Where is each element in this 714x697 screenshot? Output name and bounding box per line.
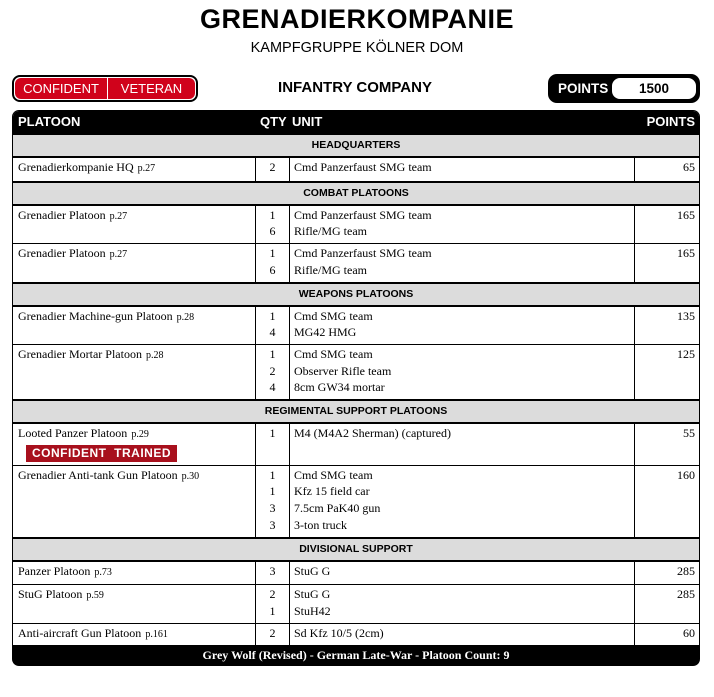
platoon-name: Panzer Platoon xyxy=(18,563,91,578)
points-cell: 165 xyxy=(677,246,695,261)
platoon-name: Grenadierkompanie HQ xyxy=(18,160,134,174)
unit-name: StuG G xyxy=(294,587,331,602)
list-title: GRENADIERKOMPANIE xyxy=(199,4,515,34)
page-reference: p.59 xyxy=(86,590,104,602)
column-header-qty: QTY xyxy=(260,114,287,129)
motivation-rating: CONFIDENT xyxy=(15,78,108,99)
unit-cell xyxy=(290,307,635,344)
platoon-cell xyxy=(13,244,256,281)
unit-name: StuG G xyxy=(294,563,331,578)
page-reference: p.27 xyxy=(109,210,128,222)
unit-cell xyxy=(290,562,635,585)
page-reference: p.28 xyxy=(176,311,195,323)
points-label: POINTS xyxy=(558,81,609,96)
qty-cell xyxy=(256,206,290,243)
qty-value: 2 xyxy=(269,363,276,378)
unit-name: 3-ton truck xyxy=(294,517,347,532)
qty-value: 6 xyxy=(269,224,276,239)
unit-name: Observer Rifle team xyxy=(294,363,392,378)
points-cell: 55 xyxy=(683,426,695,441)
page-reference: p.73 xyxy=(94,566,112,578)
qty-cell xyxy=(256,307,290,344)
list-footer: Grey Wolf (Revised) - German Late-War - Platoon Count: 9 xyxy=(12,645,700,666)
platoon-name: Grenadier Platoon xyxy=(18,246,106,261)
unit-cell xyxy=(290,585,635,622)
table-row xyxy=(13,206,699,243)
unit-name: Cmd Panzerfaust SMG team xyxy=(294,207,432,222)
table-row xyxy=(13,307,699,344)
qty-value: 2 xyxy=(269,160,276,174)
points-cell: 165 xyxy=(677,207,695,222)
points-cell: 60 xyxy=(683,625,695,640)
column-header-unit: UNIT xyxy=(292,114,323,129)
table-row xyxy=(13,465,699,537)
points-cell: 160 xyxy=(677,467,695,482)
column-header-platoon: PLATOON xyxy=(18,114,81,129)
points-cell: 285 xyxy=(677,587,695,602)
table-row xyxy=(13,584,699,622)
section-header: REGIMENTAL SUPPORT PLATOONS xyxy=(13,399,699,424)
qty-value: 1 xyxy=(269,467,276,482)
unit-name: M4 (M4A2 Sherman) (captured) xyxy=(294,426,451,441)
platoon-name: Grenadier Machine-gun Platoon xyxy=(18,308,173,323)
qty-value: 2 xyxy=(269,587,276,602)
page-reference: p.161 xyxy=(145,628,168,640)
qty-cell xyxy=(256,562,290,585)
platoon-cell xyxy=(13,158,256,181)
points-box xyxy=(548,74,700,103)
platoon-name-line xyxy=(18,586,255,605)
table-row xyxy=(13,424,699,465)
points-value: 1500 xyxy=(612,78,696,99)
platoon-cell xyxy=(13,466,256,537)
unit-name: Cmd SMG team xyxy=(294,467,373,482)
qty-value: 3 xyxy=(269,563,276,578)
platoon-cell xyxy=(13,424,256,465)
platoon-name-line xyxy=(18,245,255,264)
points-cell: 125 xyxy=(677,346,695,361)
qty-cell xyxy=(256,345,290,399)
qty-value: 1 xyxy=(269,346,276,361)
unit-cell xyxy=(290,466,635,537)
unit-name: Rifle/MG team xyxy=(294,224,367,239)
platoon-name-line xyxy=(18,159,255,178)
roster-table xyxy=(12,110,700,647)
platoon-cell xyxy=(13,345,256,399)
unit-name: StuH42 xyxy=(294,603,331,618)
qty-value: 4 xyxy=(269,325,276,340)
unit-name: Cmd Panzerfaust SMG team xyxy=(294,160,432,174)
table-row xyxy=(13,158,699,181)
unit-cell xyxy=(290,206,635,243)
platoon-cell xyxy=(13,624,256,647)
unit-name: Cmd Panzerfaust SMG team xyxy=(294,246,432,261)
platoon-name-line xyxy=(18,207,255,226)
page-reference: p.27 xyxy=(109,249,128,261)
section-header: HEADQUARTERS xyxy=(13,133,699,158)
platoon-name-line xyxy=(18,625,255,644)
qty-value: 3 xyxy=(269,501,276,516)
qty-value: 1 xyxy=(269,484,276,499)
roster-body xyxy=(13,133,699,646)
platoon-cell xyxy=(13,307,256,344)
table-row xyxy=(13,344,699,399)
platoon-name: StuG Platoon xyxy=(18,587,83,602)
unit-cell xyxy=(290,244,635,281)
qty-value: 1 xyxy=(269,308,276,323)
platoon-name-line xyxy=(18,563,255,582)
platoon-name-line xyxy=(18,467,255,486)
skill-rating: VETERAN xyxy=(120,81,183,96)
platoon-name: Anti-aircraft Gun Platoon xyxy=(18,625,142,640)
qty-cell xyxy=(256,158,290,181)
column-header-points: POINTS xyxy=(646,114,695,129)
qty-value: 4 xyxy=(269,380,276,395)
page-reference: p.28 xyxy=(145,349,164,361)
platoon-name: Looted Panzer Platoon xyxy=(18,426,128,441)
points-cell: 285 xyxy=(677,563,695,578)
company-rating-box xyxy=(12,75,198,102)
unit-name: 7.5cm PaK40 gun xyxy=(294,501,381,516)
platoon-name: Grenadier Platoon xyxy=(18,207,106,222)
section-header: DIVISIONAL SUPPORT xyxy=(13,537,699,562)
platoon-name-line xyxy=(18,425,255,444)
platoon-cell xyxy=(13,562,256,585)
unit-cell xyxy=(290,624,635,647)
qty-cell xyxy=(256,424,290,465)
qty-value: 2 xyxy=(269,625,276,640)
points-cell: 135 xyxy=(677,308,695,323)
qty-cell xyxy=(256,624,290,647)
qty-cell xyxy=(256,585,290,622)
platoon-name-line xyxy=(18,308,255,327)
platoon-name: Grenadier Anti-tank Gun Platoon xyxy=(18,467,178,482)
unit-name: Cmd SMG team xyxy=(294,308,373,323)
company-type: INFANTRY COMPANY xyxy=(278,79,432,96)
unit-name: MG42 HMG xyxy=(294,325,357,340)
points-cell: 65 xyxy=(683,160,695,174)
platoon-name: Grenadier Mortar Platoon xyxy=(18,346,142,361)
qty-cell xyxy=(256,466,290,537)
unit-cell xyxy=(290,158,635,181)
table-row xyxy=(13,562,699,585)
qty-value: 3 xyxy=(269,517,276,532)
page-reference: p.30 xyxy=(181,470,200,482)
unit-name: Cmd SMG team xyxy=(294,346,373,361)
unit-name: Sd Kfz 10/5 (2cm) xyxy=(294,625,384,640)
qty-value: 1 xyxy=(269,246,276,261)
unit-name: Rifle/MG team xyxy=(294,262,367,277)
unit-name: Kfz 15 field car xyxy=(294,484,370,499)
platoon-cell xyxy=(13,206,256,243)
section-header: WEAPONS PLATOONS xyxy=(13,282,699,307)
section-header: COMBAT PLATOONS xyxy=(13,181,699,206)
list-subtitle: KAMPFGRUPPE KÖLNER DOM xyxy=(250,40,464,56)
table-row xyxy=(13,243,699,281)
qty-value: 1 xyxy=(269,207,276,222)
qty-cell xyxy=(256,244,290,281)
platoon-cell xyxy=(13,585,256,622)
platoon-rating-badge: CONFIDENT TRAINED xyxy=(26,445,177,462)
table-row xyxy=(13,623,699,647)
unit-name: 8cm GW34 mortar xyxy=(294,380,385,395)
qty-value: 1 xyxy=(269,426,276,441)
qty-value: 1 xyxy=(269,603,276,618)
unit-cell xyxy=(290,345,635,399)
unit-cell xyxy=(290,424,635,465)
qty-value: 6 xyxy=(269,262,276,277)
platoon-name-line xyxy=(18,346,255,365)
page-reference: p.29 xyxy=(131,429,149,441)
page-reference: p.27 xyxy=(137,163,156,174)
roster-header xyxy=(13,111,699,133)
